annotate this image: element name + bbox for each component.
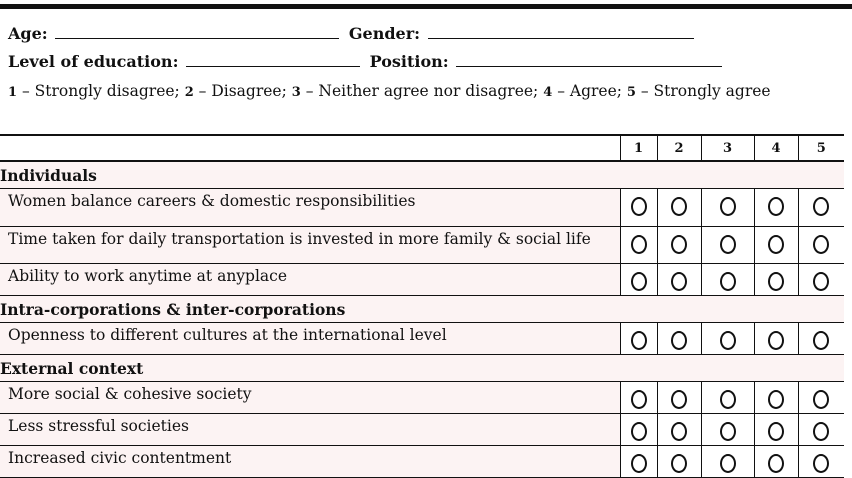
scale-legend	[8, 82, 771, 100]
statement-label: Ability to work anytime at anyplace	[0, 264, 620, 296]
section-row	[0, 161, 844, 189]
option-cell	[620, 446, 657, 478]
radio-circle-4[interactable]	[768, 197, 784, 216]
radio-circle-2[interactable]	[671, 235, 687, 254]
radio-circle-3[interactable]	[720, 331, 736, 350]
option-cell	[657, 414, 701, 446]
option-cell	[701, 323, 754, 355]
option-cell	[754, 382, 798, 414]
radio-circle-5[interactable]	[813, 390, 829, 409]
table-row	[0, 264, 844, 296]
option-cell	[754, 227, 798, 264]
radio-circle-1[interactable]	[631, 272, 647, 291]
option-cell	[620, 189, 657, 227]
radio-circle-1[interactable]	[631, 390, 647, 409]
radio-circle-4[interactable]	[768, 454, 784, 473]
column-header-2: 2	[657, 135, 701, 161]
legend-text-4: – Agree;	[552, 82, 627, 100]
radio-circle-2[interactable]	[671, 331, 687, 350]
position-field[interactable]	[456, 52, 722, 67]
radio-circle-2[interactable]	[671, 454, 687, 473]
option-cell	[620, 323, 657, 355]
option-cell	[620, 414, 657, 446]
option-cell	[620, 227, 657, 264]
table-row	[0, 227, 844, 264]
radio-circle-3[interactable]	[720, 390, 736, 409]
header-blank-cell	[0, 135, 620, 161]
option-cell	[657, 264, 701, 296]
option-cell	[701, 382, 754, 414]
statement-label: Openness to different cultures at the international level	[0, 323, 620, 355]
column-header-3: 3	[701, 135, 754, 161]
radio-circle-3[interactable]	[720, 422, 736, 441]
education-label: Level of education:	[8, 52, 179, 71]
legend-text-5: – Strongly agree	[635, 82, 771, 100]
top-rule	[0, 4, 852, 9]
radio-circle-1[interactable]	[631, 422, 647, 441]
radio-circle-5[interactable]	[813, 272, 829, 291]
radio-circle-4[interactable]	[768, 331, 784, 350]
option-cell	[798, 414, 844, 446]
radio-circle-1[interactable]	[631, 331, 647, 350]
radio-circle-1[interactable]	[631, 197, 647, 216]
radio-circle-3[interactable]	[720, 197, 736, 216]
statement-label: Less stressful societies	[0, 414, 620, 446]
radio-circle-2[interactable]	[671, 197, 687, 216]
radio-circle-3[interactable]	[720, 272, 736, 291]
radio-circle-3[interactable]	[720, 454, 736, 473]
radio-circle-5[interactable]	[813, 422, 829, 441]
option-cell	[701, 264, 754, 296]
column-header-4: 4	[754, 135, 798, 161]
option-cell	[657, 446, 701, 478]
option-cell	[701, 446, 754, 478]
option-cell	[754, 323, 798, 355]
gender-field[interactable]	[428, 24, 694, 39]
option-cell	[798, 189, 844, 227]
age-gender-line	[8, 24, 694, 43]
position-label: Position:	[369, 52, 449, 71]
option-cell	[798, 264, 844, 296]
radio-circle-5[interactable]	[813, 331, 829, 350]
radio-circle-2[interactable]	[671, 422, 687, 441]
education-position-line	[8, 52, 722, 71]
option-cell	[701, 189, 754, 227]
section-row	[0, 355, 844, 382]
radio-circle-1[interactable]	[631, 235, 647, 254]
option-cell	[798, 227, 844, 264]
column-header-5: 5	[798, 135, 844, 161]
option-cell	[798, 323, 844, 355]
statement-label: More social & cohesive society	[0, 382, 620, 414]
section-row	[0, 296, 844, 323]
table-row	[0, 323, 844, 355]
option-cell	[798, 446, 844, 478]
legend-text-3: – Neither agree nor disagree;	[300, 82, 544, 100]
radio-circle-5[interactable]	[813, 454, 829, 473]
radio-circle-4[interactable]	[768, 272, 784, 291]
radio-circle-3[interactable]	[720, 235, 736, 254]
radio-circle-5[interactable]	[813, 235, 829, 254]
column-header-1: 1	[620, 135, 657, 161]
section-title: External context	[0, 355, 844, 382]
radio-circle-5[interactable]	[813, 197, 829, 216]
statement-label: Women balance careers & domestic responsibilities	[0, 189, 620, 227]
table-row	[0, 189, 844, 227]
option-cell	[754, 446, 798, 478]
legend-num-3: 3	[291, 85, 301, 100]
age-label: Age:	[8, 24, 48, 43]
option-cell	[657, 382, 701, 414]
table-row	[0, 446, 844, 478]
radio-circle-1[interactable]	[631, 454, 647, 473]
option-cell	[798, 382, 844, 414]
statement-label: Time taken for daily transportation is invested in more family & social life	[0, 227, 620, 264]
legend-text-2: – Disagree;	[193, 82, 292, 100]
option-cell	[701, 414, 754, 446]
option-cell	[754, 189, 798, 227]
legend-num-2: 2	[184, 85, 194, 100]
radio-circle-4[interactable]	[768, 390, 784, 409]
option-cell	[754, 264, 798, 296]
option-cell	[657, 227, 701, 264]
table-row	[0, 382, 844, 414]
option-cell	[754, 414, 798, 446]
table-row	[0, 414, 844, 446]
option-cell	[620, 382, 657, 414]
age-field[interactable]	[55, 24, 339, 39]
legend-num-1: 1	[8, 85, 18, 100]
option-cell	[657, 189, 701, 227]
gender-label: Gender:	[348, 24, 421, 43]
radio-circle-4[interactable]	[768, 235, 784, 254]
section-title: Intra-corporations & inter-corporations	[0, 296, 844, 323]
legend-text-1: – Strongly disagree;	[17, 82, 185, 100]
option-cell	[620, 264, 657, 296]
legend-num-5: 5	[626, 85, 636, 100]
statement-label: Increased civic contentment	[0, 446, 620, 478]
radio-circle-2[interactable]	[671, 272, 687, 291]
section-title: Individuals	[0, 161, 844, 189]
option-cell	[701, 227, 754, 264]
legend-num-4: 4	[543, 85, 553, 100]
table-header-row	[0, 135, 844, 161]
radio-circle-2[interactable]	[671, 390, 687, 409]
education-field[interactable]	[186, 52, 360, 67]
option-cell	[657, 323, 701, 355]
radio-circle-4[interactable]	[768, 422, 784, 441]
likert-table	[0, 134, 844, 478]
